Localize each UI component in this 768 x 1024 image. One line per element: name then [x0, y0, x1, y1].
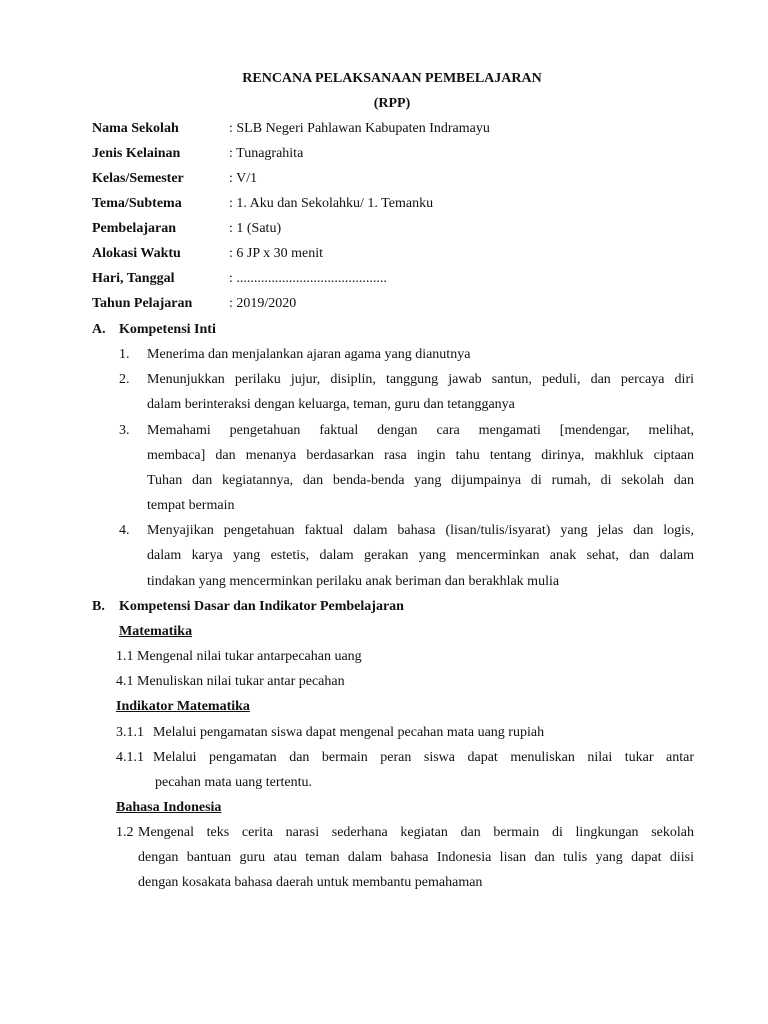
kd-1-1: 1.1 Mengenal nilai tukar antarpecahan uang: [116, 649, 362, 664]
list-line: Menerima dan menjalankan ajaran agama yang dianutnya: [147, 347, 471, 362]
list-line: dalam berinteraksi dengan keluarga, teman, guru dan tetangganya: [147, 397, 515, 412]
identity-value: : 2019/2020: [229, 296, 297, 311]
identity-value: : 1 (Satu): [229, 221, 282, 236]
document-title: RENCANA PELAKSANAAN PEMBELAJARAN: [242, 71, 542, 86]
identity-value: : Tunagrahita: [229, 146, 304, 161]
kd-number: 1.2: [116, 825, 134, 840]
kd-text: dengan bantuan guru atau teman dalam bahasa Indonesia lisan dan tulis yang dapat diisi: [138, 850, 694, 865]
identity-label: Kelas/Semester: [92, 171, 184, 186]
section-a-letter: A.: [92, 322, 106, 337]
list-line: dalam karya yang estetis, dalam gerakan yang mencerminkan anak sehat, dan dalam: [147, 548, 694, 563]
identity-label: Tahun Pelajaran: [92, 296, 193, 311]
identity-value: : 6 JP x 30 menit: [229, 246, 323, 261]
list-line: tempat bermain: [147, 498, 235, 513]
indikator-text: pecahan mata uang tertentu.: [155, 775, 313, 790]
indikator-number: 4.1.1: [116, 750, 144, 765]
indikator-heading: Indikator Matematika: [116, 699, 250, 714]
identity-label: Tema/Subtema: [92, 196, 182, 211]
identity-value: : 1. Aku dan Sekolahku/ 1. Temanku: [229, 196, 434, 211]
indikator-text: Melalui pengamatan dan bermain peran siswa dapat menuliskan nilai tukar antar: [153, 750, 694, 765]
list-line: membaca] dan menanya berdasarkan rasa ingin tahu tentang dirinya, makhluk ciptaan: [147, 448, 694, 463]
list-line: Tuhan dan kegiatannya, dan benda-benda yang dijumpainya di rumah, di sekolah dan: [147, 473, 694, 488]
identity-label: Alokasi Waktu: [92, 246, 181, 261]
list-line: Memahami pengetahuan faktual dengan cara mengamati [mendengar, melihat,: [147, 423, 694, 438]
section-b-heading: Kompetensi Dasar dan Indikator Pembelajaran: [119, 599, 404, 614]
identity-value: : SLB Negeri Pahlawan Kabupaten Indramayu: [229, 121, 490, 136]
list-line: Menyajikan pengetahuan faktual dalam bahasa (lisan/tulis/isyarat) yang jelas dan logis,: [147, 523, 694, 538]
list-number: 3.: [119, 423, 130, 438]
identity-label: Jenis Kelainan: [92, 146, 181, 161]
kd-text: dengan kosakata bahasa daerah untuk membantu pemahaman: [138, 875, 483, 890]
list-number: 2.: [119, 372, 130, 387]
kd-text: Mengenal teks cerita narasi sederhana kegiatan dan bermain di lingkungan sekolah: [138, 825, 694, 840]
identity-value: : ...........................................: [229, 271, 387, 286]
section-a-heading: Kompetensi Inti: [119, 322, 216, 337]
indikator-number: 3.1.1: [116, 725, 144, 740]
list-number: 1.: [119, 347, 130, 362]
section-b-letter: B.: [92, 599, 105, 614]
kd-4-1: 4.1 Menuliskan nilai tukar antar pecahan: [116, 674, 345, 689]
identity-label: Nama Sekolah: [92, 121, 179, 136]
identity-label: Pembelajaran: [92, 221, 176, 236]
list-line: Menunjukkan perilaku jujur, disiplin, tanggung jawab santun, peduli, dan percaya diri: [147, 372, 694, 387]
indikator-text: Melalui pengamatan siswa dapat mengenal pecahan mata uang rupiah: [153, 725, 545, 740]
document-subtitle: (RPP): [373, 96, 411, 111]
identity-value: : V/1: [229, 171, 258, 186]
matematika-heading: Matematika: [119, 624, 193, 639]
identity-label: Hari, Tanggal: [92, 271, 175, 286]
bahasa-heading: Bahasa Indonesia: [116, 800, 222, 815]
list-number: 4.: [119, 523, 130, 538]
list-line: tindakan yang mencerminkan perilaku anak beriman dan berakhlak mulia: [147, 574, 560, 589]
